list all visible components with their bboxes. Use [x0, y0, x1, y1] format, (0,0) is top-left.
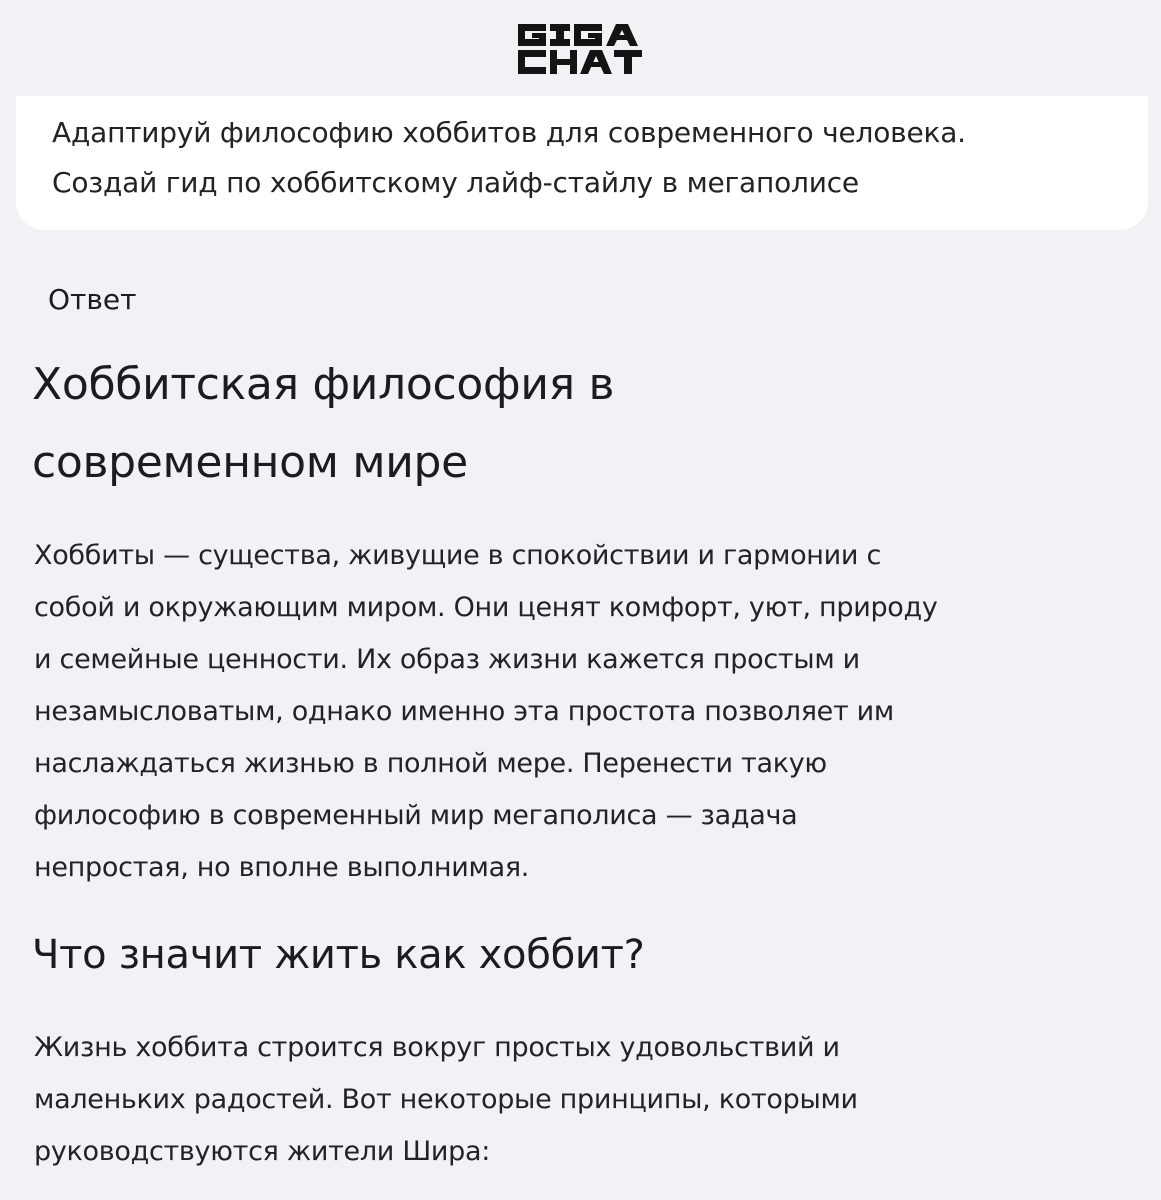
paragraph-line: незамысловатым, однако именно эта простота позволяет им — [34, 696, 894, 727]
gigachat-logo-icon — [516, 22, 646, 76]
user-prompt-card — [16, 96, 1148, 230]
answer-title-line: Хоббитская философия в — [32, 359, 615, 410]
paragraph-line: философию в современный мир мегаполиса — задача — [34, 800, 798, 831]
answer-title-line: современном мире — [32, 437, 468, 488]
answer-intro-paragraph — [34, 530, 1144, 894]
prompt-line: Создай гид по хоббитскому лайф-стайлу в мегаполисе — [52, 166, 859, 199]
paragraph-line: наслаждаться жизнью в полной мере. Перенести такую — [34, 748, 827, 779]
answer-title — [32, 346, 1132, 502]
paragraph-line: собой и окружающим миром. Они ценят комфорт, уют, природу — [34, 592, 938, 623]
paragraph-line: Хоббиты — существа, живущие в спокойствии и гармонии с — [34, 540, 881, 571]
paragraph-line: непростая, но вполне выполнимая. — [34, 852, 530, 883]
prompt-line: Адаптируй философию хоббитов для современного человека. — [52, 116, 966, 149]
paragraph-line: руководствуются жители Шира: — [34, 1136, 491, 1167]
paragraph-line: и семейные ценности. Их образ жизни кажется простым и — [34, 644, 860, 675]
section-heading: Что значит жить как хоббит? — [32, 932, 645, 978]
paragraph-line: Жизнь хоббита строится вокруг простых удовольствий и — [34, 1032, 840, 1063]
app-logo — [0, 22, 1161, 78]
answer-label: Ответ — [48, 283, 137, 316]
section-paragraph — [34, 1022, 1144, 1178]
paragraph-line: маленьких радостей. Вот некоторые принципы, которыми — [34, 1084, 858, 1115]
